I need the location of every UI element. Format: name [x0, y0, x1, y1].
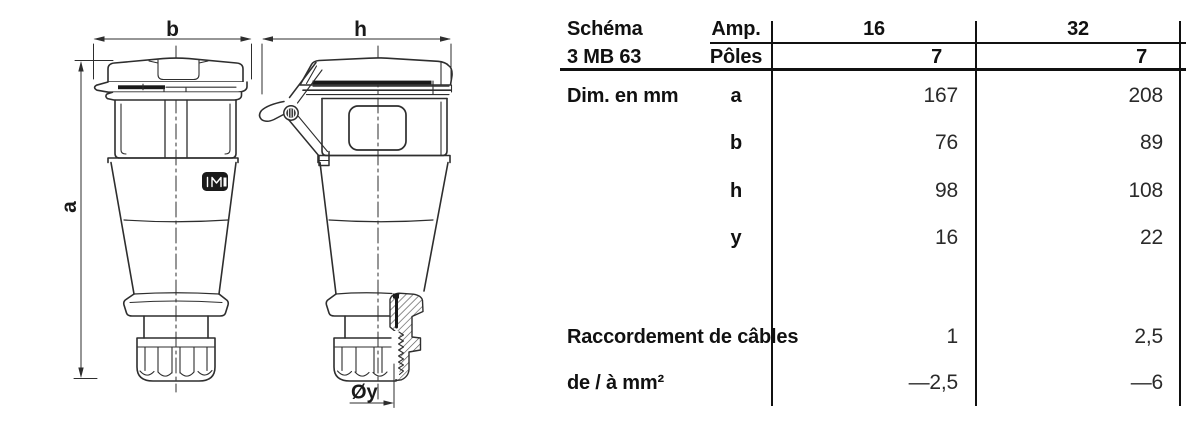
amp-value-32: 32: [1067, 18, 1089, 40]
dim-key-y: y: [730, 227, 742, 249]
side-collar: [326, 294, 391, 316]
technical-drawings: [0, 0, 560, 427]
schema-value: 3 MB 63: [567, 46, 642, 68]
schema-label: Schéma: [567, 18, 643, 40]
latch-thumb-tab: [260, 102, 285, 122]
dim-h-32: 108: [1128, 179, 1163, 202]
table-divider-vertical-3: [1179, 21, 1181, 406]
dim-key-a: a: [730, 85, 742, 107]
amp-label: Amp.: [711, 18, 761, 40]
logo-badge: [202, 172, 228, 191]
dim-label-a: a: [58, 201, 81, 213]
side-body: [322, 99, 447, 156]
front-seal-bar: [118, 85, 165, 89]
poles-value-32: 7: [1136, 46, 1147, 68]
dimension-a: [58, 61, 113, 379]
cable-max-32: —6: [1130, 371, 1163, 394]
cable-min-32: 2,5: [1134, 325, 1163, 348]
cable-min-16: 1: [946, 325, 958, 348]
dim-b-32: 89: [1140, 131, 1163, 154]
thread-cutaway-section: [390, 293, 423, 380]
amp-value-16: 16: [863, 18, 885, 40]
dim-a-16: 167: [923, 84, 958, 107]
dim-unit-label: Dim. en mm: [567, 85, 679, 107]
dim-label-h: h: [354, 18, 367, 41]
dim-y-32: 22: [1140, 226, 1163, 249]
cable-range-label: de / à mm²: [567, 372, 664, 394]
poles-label: Pôles: [709, 46, 763, 68]
dim-label-gland-diameter: Øy: [351, 381, 378, 404]
dim-a-32: 208: [1128, 84, 1163, 107]
cable-max-16: —2,5: [908, 371, 958, 394]
poles-value-16: 7: [931, 46, 942, 68]
side-view-drawing: [260, 18, 453, 408]
front-view-drawing: [58, 18, 252, 392]
side-seal-bar: [313, 81, 432, 85]
dimension-gland-diameter: [350, 364, 394, 408]
dim-b-16: 76: [935, 131, 958, 154]
cable-row-label: Raccordement de câbles: [567, 326, 799, 348]
dim-key-h: h: [729, 180, 743, 202]
front-cap: [108, 58, 243, 82]
dim-y-16: 16: [935, 226, 958, 249]
dim-key-b: b: [729, 132, 743, 154]
dim-h-16: 98: [935, 179, 958, 202]
dim-label-b: b: [166, 18, 179, 41]
